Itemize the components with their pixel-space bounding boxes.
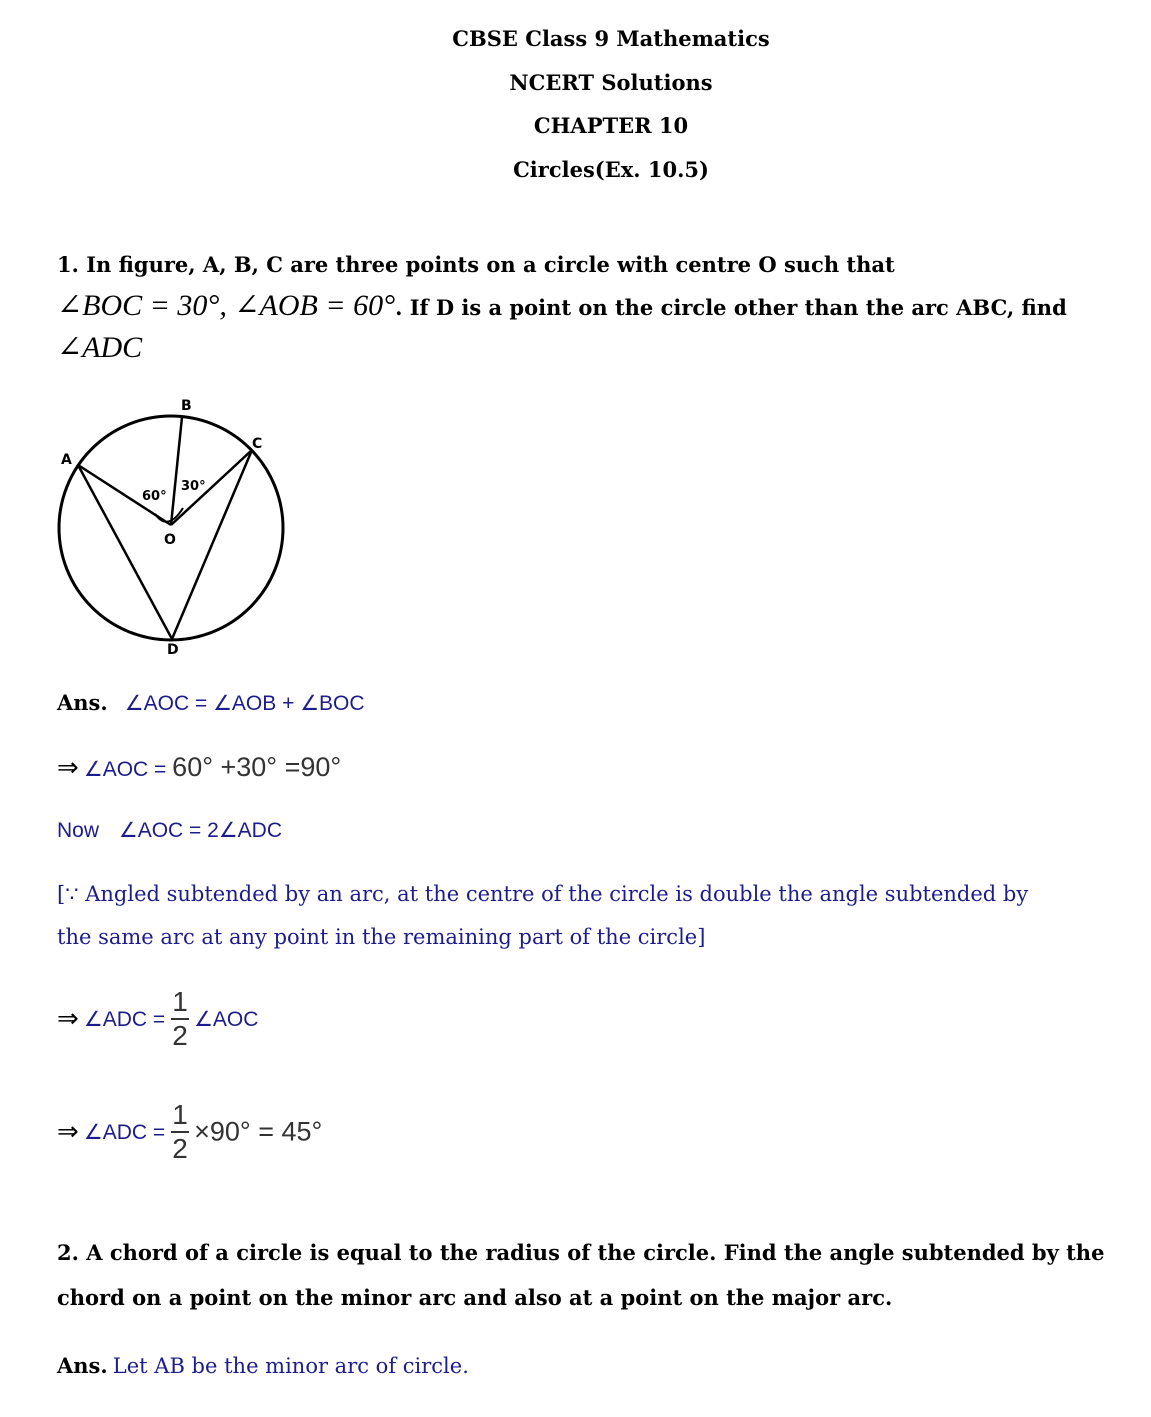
angle-arc — [155, 508, 183, 522]
step4-left: ADC = — [102, 1007, 171, 1031]
implies-arrow-icon: ⇒ — [57, 1004, 79, 1034]
ans-step1 — [57, 690, 365, 716]
q2-ans-text: Let AB be the minor arc of circle. — [112, 1354, 469, 1378]
angle-icon: ∠ — [300, 692, 320, 715]
header-subtitle: NCERT Solutions — [509, 70, 713, 95]
step3-now: Now — [57, 819, 100, 842]
segment-ob — [171, 417, 182, 525]
step2-expr: 60° +30° =90° — [172, 752, 342, 782]
label-c: C — [252, 436, 263, 452]
step3-b: ADC — [237, 819, 282, 842]
step2-left: AOC = — [102, 758, 173, 781]
step5-right: ×90° = 45° — [194, 1116, 323, 1147]
q1-math-angles: ∠BOC = 30°, ∠AOB = 60° — [57, 289, 396, 322]
angle-icon: ∠ — [83, 758, 103, 781]
angle-label-30: 30° — [181, 479, 206, 494]
fraction-half — [171, 1100, 189, 1164]
angle-icon: ∠ — [83, 1007, 103, 1031]
step3-a: AOC = 2 — [137, 819, 219, 842]
step5-left: ADC = — [102, 1120, 171, 1144]
header-title: CBSE Class 9 Mathematics — [452, 26, 770, 51]
fraction-half — [171, 987, 189, 1051]
ans-label: Ans. — [57, 690, 108, 715]
q2-ans-label: Ans. — [57, 1353, 108, 1378]
fraction-denominator: 2 — [172, 1133, 188, 1164]
circle-figure — [50, 390, 300, 660]
ans-step4 — [57, 987, 258, 1051]
angle-icon: ∠ — [83, 1120, 103, 1144]
q2-text-line1: 2. A chord of a circle is equal to the radius of the circle. Find the angle subtended by the — [57, 1240, 1105, 1265]
fraction-numerator: 1 — [172, 986, 188, 1017]
q1-text-line2 — [57, 288, 1067, 323]
implies-arrow-icon: ⇒ — [57, 1117, 79, 1147]
label-d: D — [167, 642, 179, 658]
reason-line2: the same arc at any point in the remaining part of the circle] — [57, 925, 706, 949]
angle-icon: ∠ — [213, 692, 232, 715]
q2-text-line2: chord on a point on the minor arc and also at a point on the major arc. — [57, 1285, 893, 1310]
fraction-denominator: 2 — [172, 1020, 188, 1051]
fraction-numerator: 1 — [172, 1099, 188, 1130]
step4-right: AOC — [212, 1007, 259, 1031]
q2-answer — [57, 1353, 469, 1378]
angle-label-60: 60° — [142, 489, 167, 504]
q1-math-adc: ∠ADC — [57, 331, 143, 364]
angle-icon: ∠ — [124, 692, 144, 715]
label-a: A — [61, 452, 72, 468]
angle-icon: ∠ — [118, 819, 138, 842]
ans-step2 — [57, 752, 341, 783]
implies-arrow-icon: ⇒ — [57, 753, 79, 783]
label-o: O — [164, 532, 176, 548]
reason-line1: [∵ Angled subtended by an arc, at the centre of the circle is double the angle subtended by — [57, 882, 1029, 906]
chapter-title: CHAPTER 10 — [533, 113, 689, 138]
circle-outline — [59, 416, 283, 640]
label-b: B — [181, 398, 192, 414]
ans-step3 — [57, 818, 282, 843]
ans-step5 — [57, 1100, 322, 1164]
exercise-title: Circles(Ex. 10.5) — [513, 157, 709, 182]
q1-text-line1: 1. In figure, A, B, C are three points on a circle with centre O such that — [57, 252, 895, 277]
step1-boc: BOC — [319, 692, 365, 715]
step1-aoc: AOC = — [143, 692, 214, 715]
angle-icon: ∠ — [218, 819, 238, 842]
q1-text-find: . If D is a point on the circle other than the arc ABC, find — [395, 295, 1067, 320]
angle-icon: ∠ — [194, 1007, 213, 1031]
step1-aob: AOB + — [231, 692, 301, 715]
